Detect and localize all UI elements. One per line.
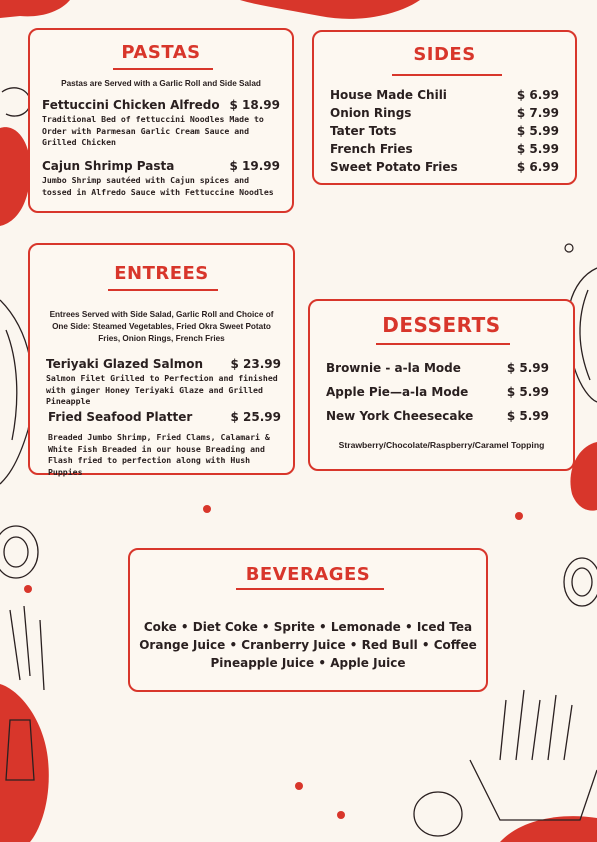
pastas-card bbox=[28, 28, 294, 213]
top-left-red-splash bbox=[0, 0, 70, 18]
title-underline bbox=[392, 74, 502, 76]
dessert-item bbox=[326, 385, 549, 403]
beverages-title: BEVERAGES bbox=[245, 564, 371, 585]
bottom-right-red-blob bbox=[500, 816, 597, 842]
side-item bbox=[330, 142, 559, 160]
tomato-slice-outline bbox=[564, 558, 597, 606]
fries-outline bbox=[10, 606, 44, 690]
dot bbox=[565, 244, 573, 252]
title-underline bbox=[376, 343, 510, 345]
tomato-slice-outline bbox=[4, 537, 28, 567]
item-description: Salmon Filet Grilled to Perfection and finished with ginger Honey Teriyaki Glaze and Grilled Pineapple bbox=[46, 373, 278, 406]
menu-item bbox=[42, 98, 280, 150]
menu-item bbox=[42, 159, 280, 205]
tomato-outline bbox=[414, 792, 462, 836]
item-description: Traditional Bed of fettuccini Noodles Made to Order with Parmesan Garlic Cream Sauce and Grilled Chicken bbox=[42, 114, 264, 147]
desserts-title: DESSERTS bbox=[382, 313, 501, 337]
dessert-name: Brownie - a-la Mode bbox=[326, 361, 461, 375]
dot bbox=[203, 505, 211, 513]
beverage-line: Pineapple Juice • Apple Juice bbox=[210, 656, 406, 670]
sides-title: SIDES bbox=[413, 44, 476, 65]
dessert-item bbox=[326, 409, 549, 427]
tomato-slice-outline bbox=[572, 568, 592, 596]
left-red-blob bbox=[0, 127, 31, 226]
dot bbox=[515, 512, 523, 520]
dessert-name: Apple Pie—a-la Mode bbox=[326, 385, 469, 399]
tomato-outline bbox=[2, 88, 30, 116]
title-underline bbox=[113, 68, 213, 70]
top-red-splash bbox=[240, 0, 420, 19]
dessert-topping-note: Strawberry/Chocolate/Raspberry/Caramel Topping bbox=[338, 440, 545, 450]
beverages-card bbox=[128, 548, 488, 692]
dessert-item bbox=[326, 361, 549, 379]
item-name: Teriyaki Glazed Salmon bbox=[46, 357, 204, 371]
desserts-card bbox=[308, 299, 575, 471]
side-item bbox=[330, 88, 559, 106]
side-item bbox=[330, 160, 559, 178]
side-name: Onion Rings bbox=[330, 106, 412, 120]
pastas-note: Pastas are Served with a Garlic Roll and Side Salad bbox=[61, 79, 261, 88]
leaf-outline bbox=[580, 290, 590, 380]
item-price: $ 25.99 bbox=[230, 410, 281, 424]
side-name: Sweet Potato Fries bbox=[330, 160, 458, 174]
side-price: $ 6.99 bbox=[516, 88, 559, 102]
item-price: $ 23.99 bbox=[230, 357, 281, 371]
fries-box-outline bbox=[470, 760, 597, 820]
title-underline bbox=[108, 289, 218, 291]
side-price: $ 6.99 bbox=[516, 160, 559, 174]
tomato-slice-outline bbox=[0, 526, 38, 578]
side-name: House Made Chili bbox=[330, 88, 447, 102]
beverage-line: Coke • Diet Coke • Sprite • Lemonade • Iced Tea bbox=[143, 620, 473, 634]
title-underline bbox=[236, 588, 384, 590]
item-name: Cajun Shrimp Pasta bbox=[42, 159, 175, 173]
dot bbox=[295, 782, 303, 790]
menu-item bbox=[46, 357, 281, 406]
bottom-left-red-blob bbox=[0, 684, 49, 842]
side-item bbox=[330, 124, 559, 142]
side-name: French Fries bbox=[330, 142, 413, 156]
dessert-price: $ 5.99 bbox=[506, 385, 549, 399]
entrees-title: ENTREES bbox=[114, 263, 209, 284]
dessert-price: $ 5.99 bbox=[506, 409, 549, 423]
dot bbox=[337, 811, 345, 819]
item-price: $ 19.99 bbox=[229, 159, 280, 173]
dessert-name: New York Cheesecake bbox=[326, 409, 474, 423]
menu-item bbox=[48, 410, 281, 477]
item-description: Jumbo Shrimp sautéed with Cajun spices and tossed in Alfredo Sauce with Fettuccine Noodles bbox=[42, 175, 274, 197]
side-price: $ 7.99 bbox=[516, 106, 559, 120]
item-description: Breaded Jumbo Shrimp, Fried Clams, Calamari & White Fish Breaded in our house Breading and Flash fried to perfection along with Hush Puppies bbox=[48, 432, 270, 477]
side-name: Tater Tots bbox=[330, 124, 397, 138]
entrees-card bbox=[28, 243, 295, 475]
beverage-line: Orange Juice • Cranberry Juice • Red Bull • Coffee bbox=[139, 638, 477, 652]
side-item bbox=[330, 106, 559, 124]
side-price: $ 5.99 bbox=[516, 124, 559, 138]
dot bbox=[24, 585, 32, 593]
item-name: Fried Seafood Platter bbox=[48, 410, 193, 424]
item-name: Fettuccini Chicken Alfredo bbox=[42, 98, 220, 112]
sides-card bbox=[312, 30, 577, 185]
leaf-outline bbox=[6, 330, 17, 440]
pastas-title: PASTAS bbox=[121, 42, 201, 63]
side-price: $ 5.99 bbox=[516, 142, 559, 156]
bottle-outline bbox=[6, 720, 34, 780]
item-price: $ 18.99 bbox=[229, 98, 280, 112]
dessert-price: $ 5.99 bbox=[506, 361, 549, 375]
fries-outline bbox=[500, 690, 572, 760]
entrees-note: Entrees Served with Side Salad, Garlic Roll and Choice of One Side: Steamed Vegetables, Fried Okra Sweet Potato Fries, Onion Rings, French Fries bbox=[49, 310, 274, 343]
